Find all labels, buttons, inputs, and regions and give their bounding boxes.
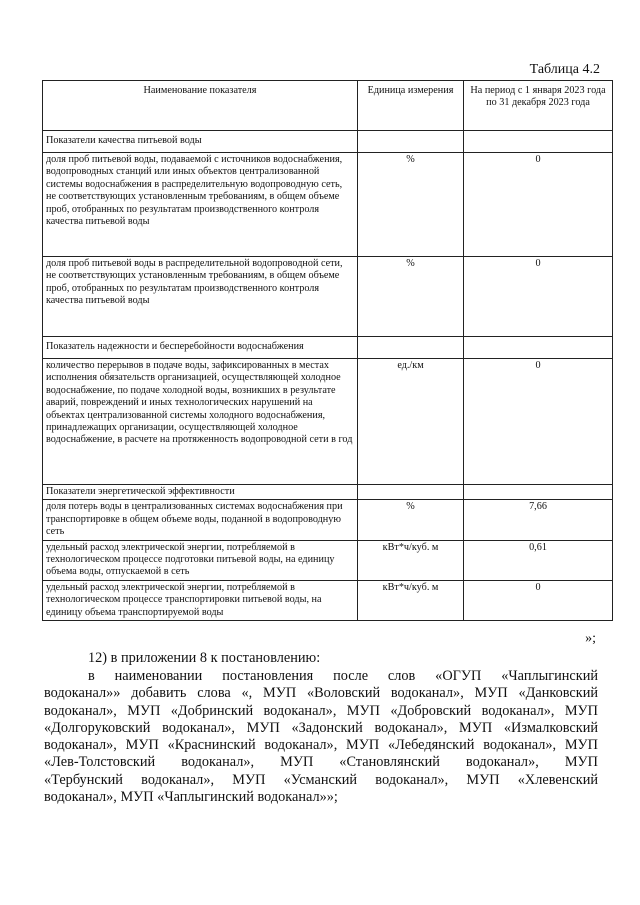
indicator-value: 7,66 <box>464 500 613 540</box>
table-row <box>43 580 613 620</box>
section-title: Показатель надежности и бесперебойности водоснабжения <box>43 337 358 359</box>
table-row <box>43 500 613 540</box>
paragraph-line: «Долгоруковский водоканал», МУП «Задонский водоканал», МУП «Измалковский <box>44 719 598 736</box>
indicator-name: удельный расход электрической энергии, потребляемой в технологическом процессе подготовки питьевой воды, на единицу объема воды, отпускаемой в сеть <box>43 540 358 580</box>
indicator-unit: кВт*ч/куб. м <box>358 540 464 580</box>
section-title: Показатели качества питьевой воды <box>43 131 358 153</box>
section-row-energy <box>43 485 613 500</box>
paragraph-line: водоканал», МУП «Краснинский водоканал», МУП «Лебедянский водоканал», МУП <box>44 737 598 754</box>
header-period: На период с 1 января 2023 года по 31 декабря 2023 года <box>464 81 613 131</box>
paragraph-line: водоканал», МУП «Чаплыгинский водоканал»»; <box>44 789 338 806</box>
header-indicator-name: Наименование показателя <box>43 81 358 131</box>
section-title: Показатели энергетической эффективности <box>43 485 358 500</box>
amendment-paragraph <box>44 668 598 806</box>
table-row <box>43 540 613 580</box>
indicator-value: 0 <box>464 580 613 620</box>
table-row <box>43 359 613 485</box>
paragraph-line: «Лев-Толстовский водоканал», МУП «Становлянский водоканал», МУП <box>44 754 598 771</box>
paragraph-line: в наименовании постановления после слов «ОГУП «Чаплыгинский <box>88 668 598 684</box>
indicator-name: доля проб питьевой воды в распределительной водопроводной сети, не соответствующих установленным требованиям, в общем объеме проб, отобранных по результатам производственного контроля качества питьевой воды <box>43 257 358 337</box>
item-12: 12) в приложении 8 к постановлению: <box>88 650 321 666</box>
section-row-quality <box>43 131 613 153</box>
table-caption: Таблица 4.2 <box>529 62 600 77</box>
indicator-value: 0 <box>464 257 613 337</box>
indicator-unit: % <box>358 257 464 337</box>
indicator-name: удельный расход электрической энергии, потребляемой в технологическом процессе транспортировки питьевой воды, на единицу объема транспортируемой воды <box>43 580 358 620</box>
paragraph-line: «Тербунский водоканал», МУП «Усманский водоканал», МУП «Хлевенский <box>44 771 598 788</box>
paragraph-line: водоканал», МУП «Добринский водоканал», МУП «Добровский водоканал», МУП <box>44 702 598 719</box>
indicator-name: доля потерь воды в централизованных системах водоснабжения при транспортировке в общем объеме воды, поданной в водопроводную сеть <box>43 500 358 540</box>
table-row <box>43 257 613 337</box>
indicator-name: количество перерывов в подаче воды, зафиксированных в местах исполнения обязательств организацией, осуществляющей холодное водоснабжение, по подаче холодной воды, возникших в результате аварий, повреждений и иных технологических нарушений на объектах централизованной системы холодного водоснабжения, принадлежащих организации, осуществляющей холодное водоснабжение, в расчете на протяженность водопроводной сети в год <box>43 359 358 485</box>
paragraph-line: водоканал»» добавить слова «, МУП «Воловский водоканал», МУП «Данковский <box>44 685 598 702</box>
indicator-value: 0 <box>464 359 613 485</box>
indicator-unit: % <box>358 500 464 540</box>
indicator-unit: ед./км <box>358 359 464 485</box>
closing-quote-mark: »; <box>585 631 596 646</box>
indicator-value: 0 <box>464 153 613 257</box>
indicators-table <box>42 80 613 621</box>
indicator-unit: % <box>358 153 464 257</box>
header-unit: Единица измерения <box>358 81 464 131</box>
indicator-name: доля проб питьевой воды, подаваемой с источников водоснабжения, водопроводных станций или иных объектов централизованной системы водоснабжения в распределительную водопроводную сеть, не соответствующих установленным требованиям, в общем объеме проб, отобранных по результатам производственного контроля качества питьевой воды <box>43 153 358 257</box>
indicator-value: 0,61 <box>464 540 613 580</box>
table-header-row <box>43 81 613 131</box>
table-row <box>43 153 613 257</box>
section-row-reliability <box>43 337 613 359</box>
indicator-unit: кВт*ч/куб. м <box>358 580 464 620</box>
